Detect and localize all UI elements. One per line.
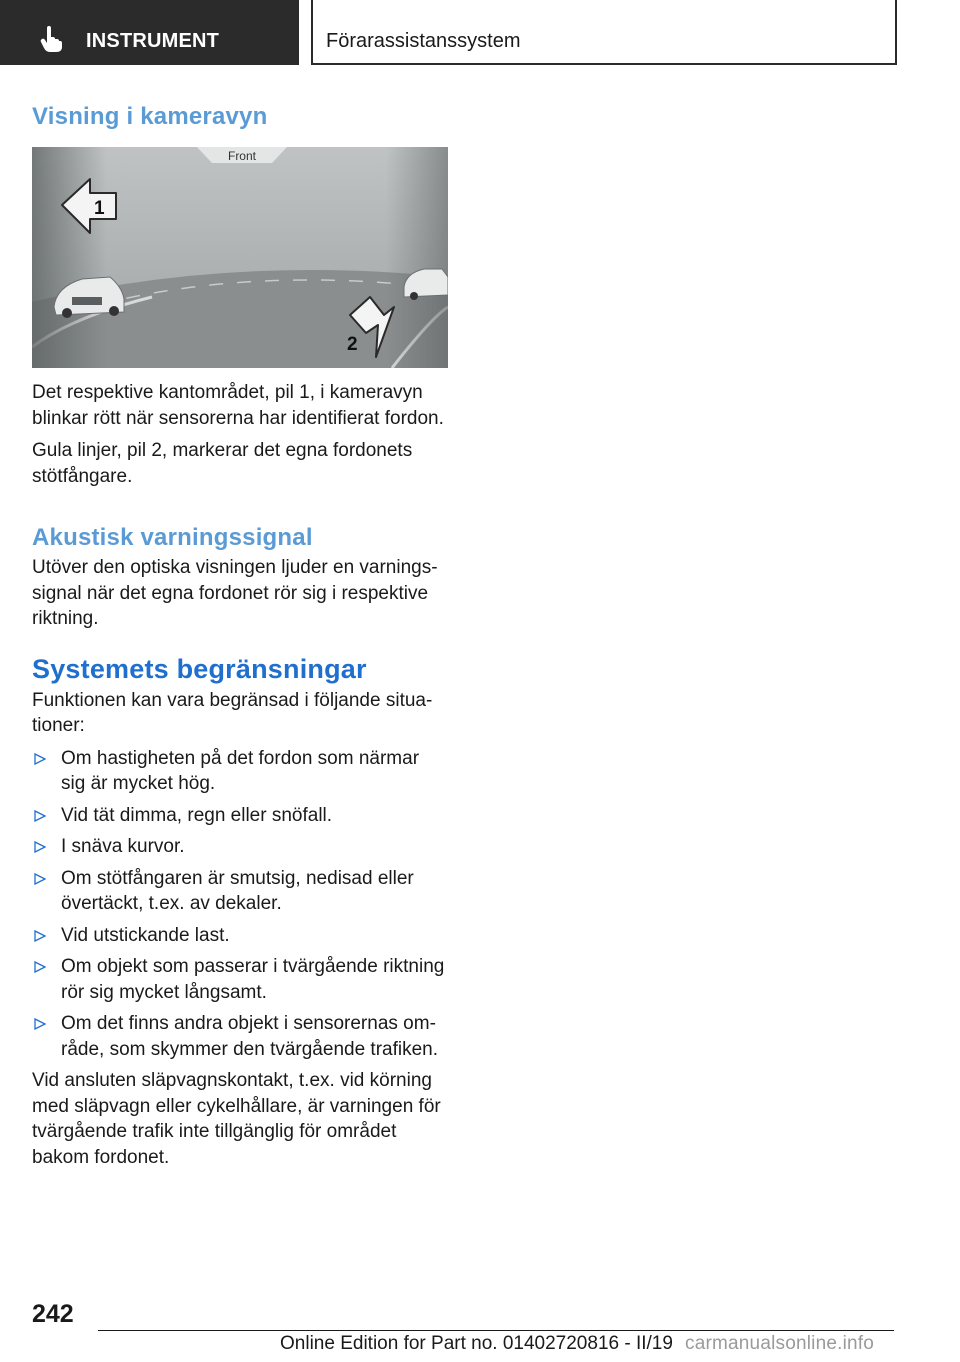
list-item: Vid tät dimma, regn eller snöfall. — [32, 803, 448, 829]
list-item: I snäva kurvor. — [32, 834, 448, 860]
edition-text: Online Edition for Part no. 01402720816 - II/19 — [280, 1333, 673, 1354]
list-item: Om stötfångaren är smutsig, nedisad eller övertäckt, t.ex. av dekaler. — [32, 866, 448, 917]
limitations-intro: Funktionen kan vara begränsad i följande situa-tioner: — [32, 689, 433, 736]
heading-acoustic-warning: Akustisk varningssignal — [32, 524, 313, 551]
triangle-bullet-icon — [34, 753, 46, 765]
triangle-bullet-icon — [34, 1018, 46, 1030]
limitations-closing: Vid ansluten släpvagnskontakt, t.ex. vid körning med släpvagn eller cykelhållare, är varningen för tvärgående trafik inte tillgänglig för området bakom fordonet. — [32, 1070, 441, 1168]
list-item: Om hastigheten på det fordon som närmar sig är mycket hög. — [32, 746, 448, 797]
arrow-1-label: 1 — [94, 198, 105, 219]
section-label: INSTRUMENT — [86, 30, 220, 52]
arrow-2-label: 2 — [347, 334, 358, 355]
watermark-text: carmanualsonline.info — [685, 1333, 875, 1354]
camera-view-paragraph-2: Gula linjer, pil 2, markerar det egna fordonets stötfångare. — [32, 440, 413, 487]
heading-camera-view: Visning i kameravyn — [32, 103, 268, 130]
page-number: 242 — [32, 1300, 74, 1328]
footer-divider — [98, 1330, 894, 1331]
content-column — [32, 100, 448, 1170]
chapter-header — [311, 0, 897, 65]
acoustic-paragraph: Utöver den optiska visningen ljuder en varnings-signal när det egna fordonet rör sig i respektive riktning. — [32, 557, 438, 629]
camera-view-paragraph-1: Det respektive kantområdet, pil 1, i kameravyn blinkar rött när sensorerna har identifierat fordon. — [32, 382, 444, 429]
list-item: Om objekt som passerar i tvärgående riktning rör sig mycket långsamt. — [32, 954, 448, 1005]
section-tab — [0, 0, 299, 65]
triangle-bullet-icon — [34, 961, 46, 973]
list-item: Om det finns andra objekt i sensorernas om-råde, som skymmer den tvärgående trafiken. — [32, 1011, 448, 1062]
triangle-bullet-icon — [34, 810, 46, 822]
figure-front-label: Front — [227, 149, 257, 163]
limitations-list — [32, 746, 448, 1063]
list-item: Vid utstickande last. — [32, 923, 448, 949]
heading-system-limitations: Systemets begränsningar — [32, 653, 367, 684]
triangle-bullet-icon — [34, 841, 46, 853]
camera-view-illustration — [32, 147, 448, 368]
triangle-bullet-icon — [34, 873, 46, 885]
chapter-title: Förarassistanssystem — [326, 30, 521, 52]
triangle-bullet-icon — [34, 930, 46, 942]
hand-pointer-icon — [40, 26, 62, 52]
